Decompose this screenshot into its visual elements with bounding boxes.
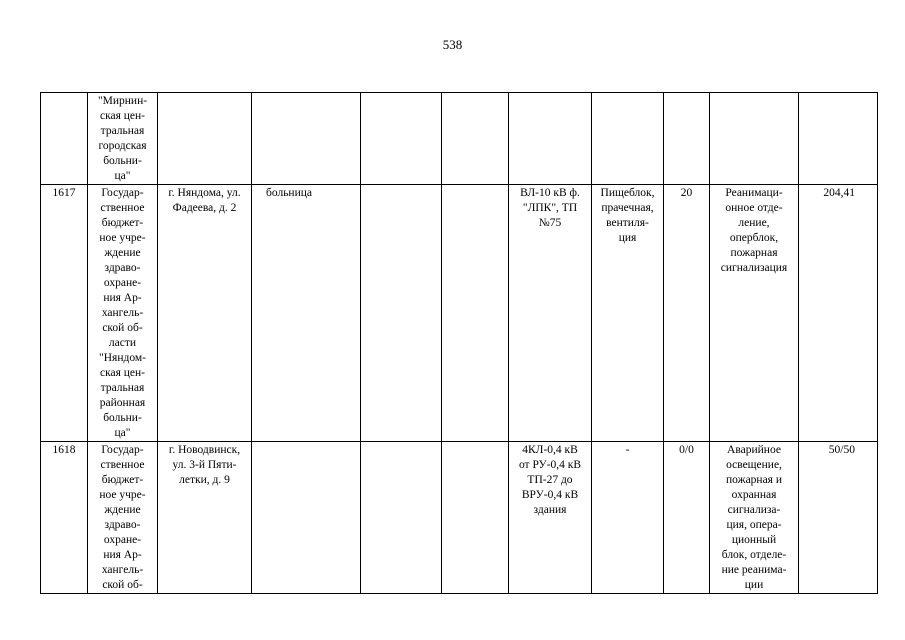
cell-col5 (361, 185, 442, 442)
cell-num: 1618 (41, 442, 88, 594)
cell-address (158, 93, 252, 185)
cell-col5 (361, 93, 442, 185)
cell-value (799, 93, 878, 185)
cell-power (664, 93, 710, 185)
cell-power: 20 (664, 185, 710, 442)
cell-org: Государ- ственное бюджет- ное учре- ждение здраво- охране- ния Ар- хангель- ской об- (88, 442, 158, 594)
cell-col6 (442, 185, 509, 442)
cell-address: г. Няндома, ул. Фадеева, д. 2 (158, 185, 252, 442)
cell-purpose (710, 93, 799, 185)
cell-equipment: - (592, 442, 664, 594)
cell-col5 (361, 442, 442, 594)
cell-col6 (442, 442, 509, 594)
cell-type (252, 93, 361, 185)
cell-type: больница (252, 185, 361, 442)
cell-col6 (442, 93, 509, 185)
data-table (40, 92, 878, 594)
cell-equipment: Пищеблок, прачечная, вентиля- ция (592, 185, 664, 442)
cell-org: Государ- ственное бюджет- ное учре- ждение здраво- охране- ния Ар- хангель- ской об- ласти "Няндом- ская цен- тральная районная больни- ца" (88, 185, 158, 442)
cell-value: 204,41 (799, 185, 878, 442)
cell-line: ВЛ-10 кВ ф. "ЛПК", ТП №75 (509, 185, 592, 442)
cell-equipment (592, 93, 664, 185)
cell-purpose: Аварийное освещение, пожарная и охранная сигнализа- ция, опера- ционный блок, отделе- ние реанима- ции (710, 442, 799, 594)
page-number: 538 (442, 37, 463, 52)
table-row (41, 185, 878, 442)
cell-line: 4КЛ-0,4 кВ от РУ-0,4 кВ ТП-27 до ВРУ-0,4 кВ здания (509, 442, 592, 594)
cell-value: 50/50 (799, 442, 878, 594)
cell-power: 0/0 (664, 442, 710, 594)
cell-purpose: Реанимаци- онное отде- ление, оперблок, пожарная сигнализация (710, 185, 799, 442)
cell-num: 1617 (41, 185, 88, 442)
cell-type (252, 442, 361, 594)
cell-org: "Мирнин- ская цен- тральная городская больни- ца" (88, 93, 158, 185)
cell-line (509, 93, 592, 185)
table-row (41, 442, 878, 594)
cell-address: г. Новодвинск, ул. 3-й Пяти- летки, д. 9 (158, 442, 252, 594)
cell-num (41, 93, 88, 185)
table-row (41, 93, 878, 185)
